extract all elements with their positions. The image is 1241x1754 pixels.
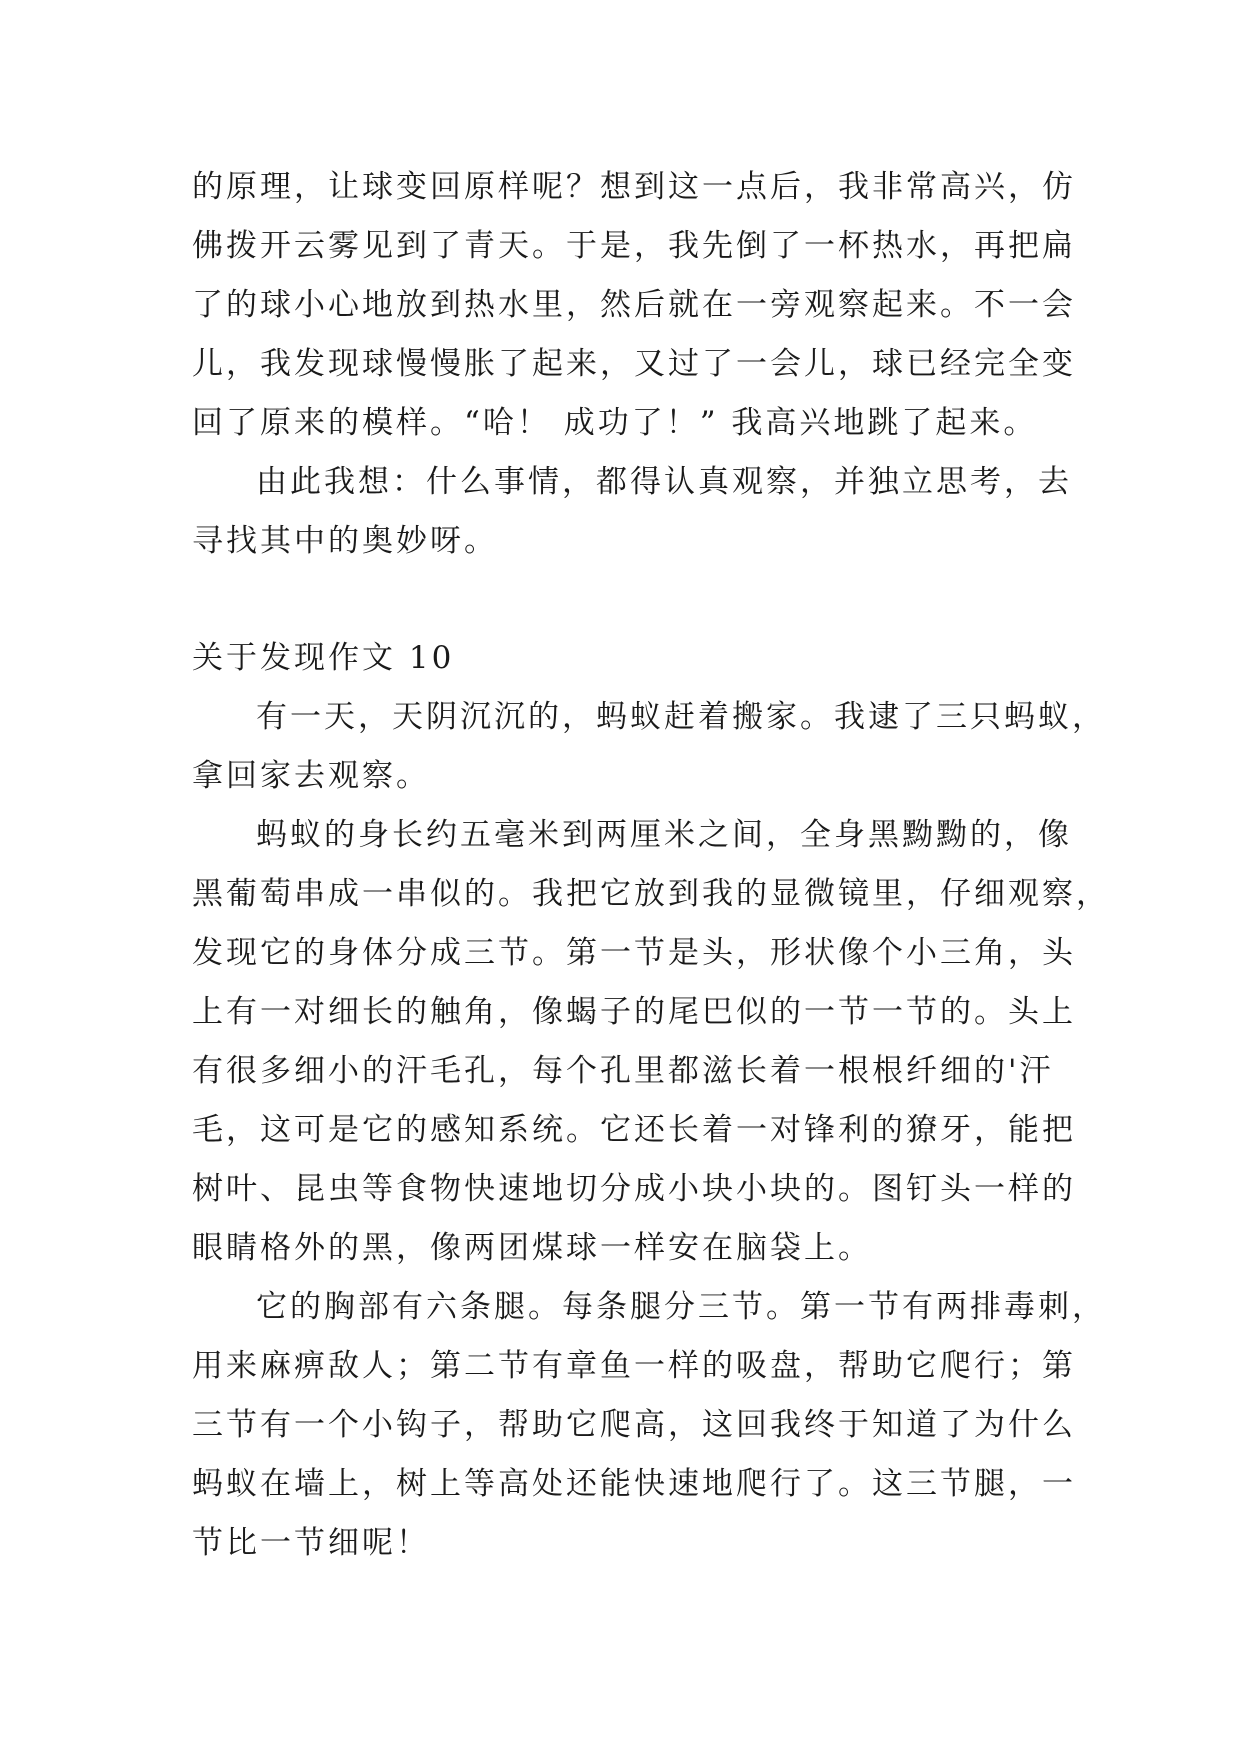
text-line: 它的胸部有六条腿。每条腿分三节。第一节有两排毒刺， xyxy=(256,1289,1106,1325)
paragraph xyxy=(192,453,1072,571)
text-line: 用来麻痹敌人；第二节有章鱼一样的吸盘，帮助它爬行；第 xyxy=(192,1348,1076,1384)
text-line: 有一天，天阴沉沉的，蚂蚁赶着搬家。我逮了三只蚂蚁， xyxy=(256,699,1106,735)
text-line: 黑葡萄串成一串似的。我把它放到我的显微镜里，仔细观察， xyxy=(192,876,1110,912)
text-line: 了的球小心地放到热水里，然后就在一旁观察起来。不一会 xyxy=(192,287,1076,323)
paragraph xyxy=(192,806,1110,1278)
paragraph xyxy=(192,1278,1106,1573)
text-line: 回了原来的模样。“哈！ 成功了！” 我高兴地跳了起来。 xyxy=(192,405,1038,441)
text-line: 三节有一个小钩子，帮助它爬高，这回我终于知道了为什么 xyxy=(192,1407,1076,1443)
text-line: 由此我想：什么事情，都得认真观察，并独立思考，去 xyxy=(256,464,1072,500)
paragraph xyxy=(192,158,1076,453)
essay-section xyxy=(192,629,1110,1573)
text-line: 上有一对细长的触角，像蝎子的尾巴似的一节一节的。头上 xyxy=(192,994,1076,1030)
text-line: 蚂蚁的身长约五毫米到两厘米之间，全身黑黝黝的，像 xyxy=(256,817,1072,853)
text-line: 有很多细小的汗毛孔，每个孔里都滋长着一根根纤细的'汗 xyxy=(192,1053,1054,1089)
text-line: 拿回家去观察。 xyxy=(192,758,430,794)
continued-text xyxy=(192,158,1076,571)
text-line: 眼睛格外的黑，像两团煤球一样安在脑袋上。 xyxy=(192,1230,872,1266)
text-line: 发现它的身体分成三节。第一节是头，形状像个小三角，头 xyxy=(192,935,1076,971)
text-line: 毛，这可是它的感知系统。它还长着一对锋利的獠牙，能把 xyxy=(192,1112,1076,1148)
text-line: 儿，我发现球慢慢胀了起来，又过了一会儿，球已经完全变 xyxy=(192,346,1076,382)
text-line: 蚂蚁在墙上，树上等高处还能快速地爬行了。这三节腿，一 xyxy=(192,1466,1076,1502)
text-line: 节比一节细呢！ xyxy=(192,1525,430,1561)
text-line: 佛拨开云雾见到了青天。于是，我先倒了一杯热水，再把扁 xyxy=(192,228,1076,264)
paragraph xyxy=(192,688,1106,806)
section-heading: 关于发现作文 10 xyxy=(192,640,455,676)
text-line: 的原理，让球变回原样呢？想到这一点后，我非常高兴，仿 xyxy=(192,169,1076,205)
text-line: 寻找其中的奥妙呀。 xyxy=(192,523,498,559)
text-line: 树叶、昆虫等食物快速地切分成小块小块的。图钉头一样的 xyxy=(192,1171,1076,1207)
